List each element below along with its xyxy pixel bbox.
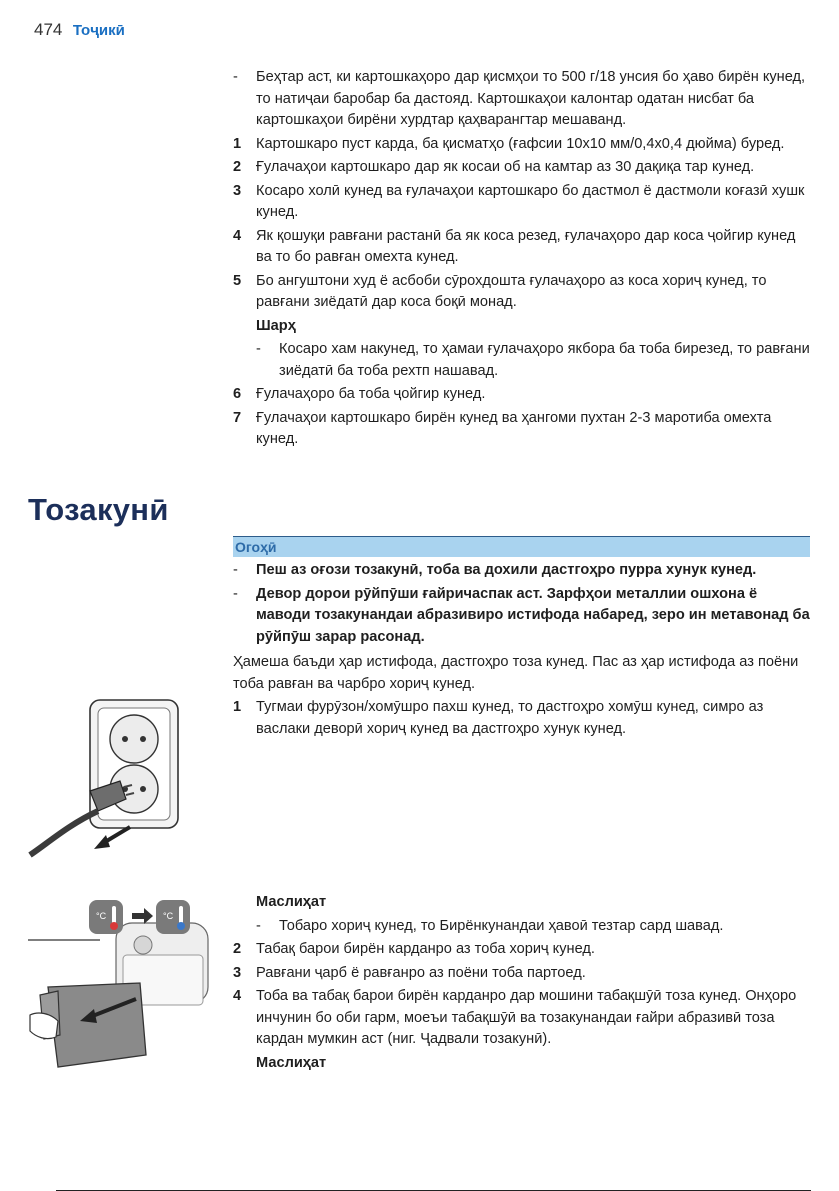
unplug-illustration	[28, 695, 183, 867]
recipe-steps	[233, 67, 811, 451]
svg-text:°C: °C	[96, 911, 107, 921]
list-item: 4 Тоба ва табақ барои бирён карданро дар мошини табақшӯӣ тоза кунед. Онҳоро инчунин бо оби гарм, моеъи табақшӯӣ ва тозакунандаи ғайри абразивӣ тоза кардан мумкин аст (ниг. Ҷадвали тозакунӣ).	[233, 988, 797, 1047]
page-number: 474	[34, 20, 63, 39]
list-item: 6 Ғулачаҳоро ба тоба ҷойгир кунед.	[233, 386, 486, 402]
cleaning-content	[233, 560, 811, 740]
warning-label: Огоҳӣ	[235, 539, 277, 555]
list-item: 1 Картошкаро пуст карда, ба қисматҳо (ғафсии 10x10 мм/0,4x0,4 дюйма) буред.	[233, 135, 785, 152]
list-item: 4 Як қошуқи равғани растанӣ ба як коса резед, ғулачаҳоро дар коса ҷойгир кунед ва то бо равған омехта кунед.	[233, 227, 796, 265]
warning-bar	[233, 536, 810, 557]
note-title: Шарҳ	[256, 317, 296, 334]
list-item: 7 Ғулачаҳои картошкаро бирён кунед ва ҳангоми пухтан 2-3 маротиба омехта кунед.	[233, 409, 772, 447]
list-item: - Беҳтар аст, ки картошкаҳоро дар қисмҳои то 500 г/18 унсия бо ҳаво бирён кунед, то натиҷаи баробар ба дастояд. Картошкаҳои калонтар одатан нисбат ба картошкаҳои бирёни хурдтар қаҳварангтар мешаванд.	[233, 69, 806, 128]
list-item: 5 Бо ангуштони худ ё асбоби сӯрохдошта ғулачаҳоро аз коса хориҷ кунед, то равғани зиёдатӣ дар коса боқӣ монад.	[233, 272, 767, 310]
tip-item: - Тобаро хориҷ кунед, то Бирёнкунандаи ҳавоӣ тезтар сард шавад.	[256, 917, 724, 934]
warning-item: - Пеш аз оғози тозакунӣ, тоба ва дохили дастгоҳро пурра хунук кунед.	[233, 562, 757, 578]
list-item: 3 Косаро холӣ кунед ва ғулачаҳои картошкаро бо дастмол ё дастмоли коғазӣ хушк кунед.	[233, 182, 805, 220]
list-item: 1 Тугмаи фурӯзон/хомӯшро пахш кунед, то дастгоҳро хомӯш кунед, симро аз васлаки деворӣ хориҷ кунед ва дастгоҳро хунук кунед.	[233, 699, 764, 737]
arrow-right-icon	[132, 908, 153, 924]
page-header	[34, 20, 125, 40]
thermometer-cold-icon	[156, 900, 190, 934]
warning-item: - Девор дорои рӯйпӯши ғайричаспак аст. Зарфҳои металлии ошхона ё маводи тозакунандаи абразивиро истифода набаред, зеро ин метавонад ба рӯйпӯш зарар расонад.	[233, 585, 810, 645]
list-item: 2 Ғулачаҳои картошкаро дар як косаи об на камтар аз 30 дақиқа тар кунед.	[233, 159, 755, 175]
cleaning-steps	[233, 892, 811, 1074]
thermometer-hot-icon	[89, 900, 123, 934]
tip-title: Маслиҳат	[256, 894, 327, 910]
list-item: 2 Табақ барои бирён карданро аз тоба хориҷ кунед.	[233, 941, 595, 957]
tip-title: Маслиҳат	[256, 1054, 327, 1071]
intro-paragraph: Ҳамеша баъди ҳар истифода, дастгоҳро тоза кунед. Пас аз ҳар истифода аз поёни тоба равған ва чарбро хориҷ кунед.	[233, 654, 799, 692]
list-item: 3 Равғани ҷарб ё равғанро аз поёни тоба партоед.	[233, 964, 586, 981]
section-title: Тозакунӣ	[28, 492, 169, 527]
language-label: Тоҷикӣ	[72, 22, 125, 39]
svg-text:°C: °C	[163, 911, 174, 921]
note-item: - Косаро хам накунед, то ҳамаи ғулачаҳоро якбора ба тоба бирезед, то равғани зиёдатӣ ба тоба рехтп нашавад.	[256, 341, 810, 379]
remove-pan-illustration	[28, 895, 213, 1085]
